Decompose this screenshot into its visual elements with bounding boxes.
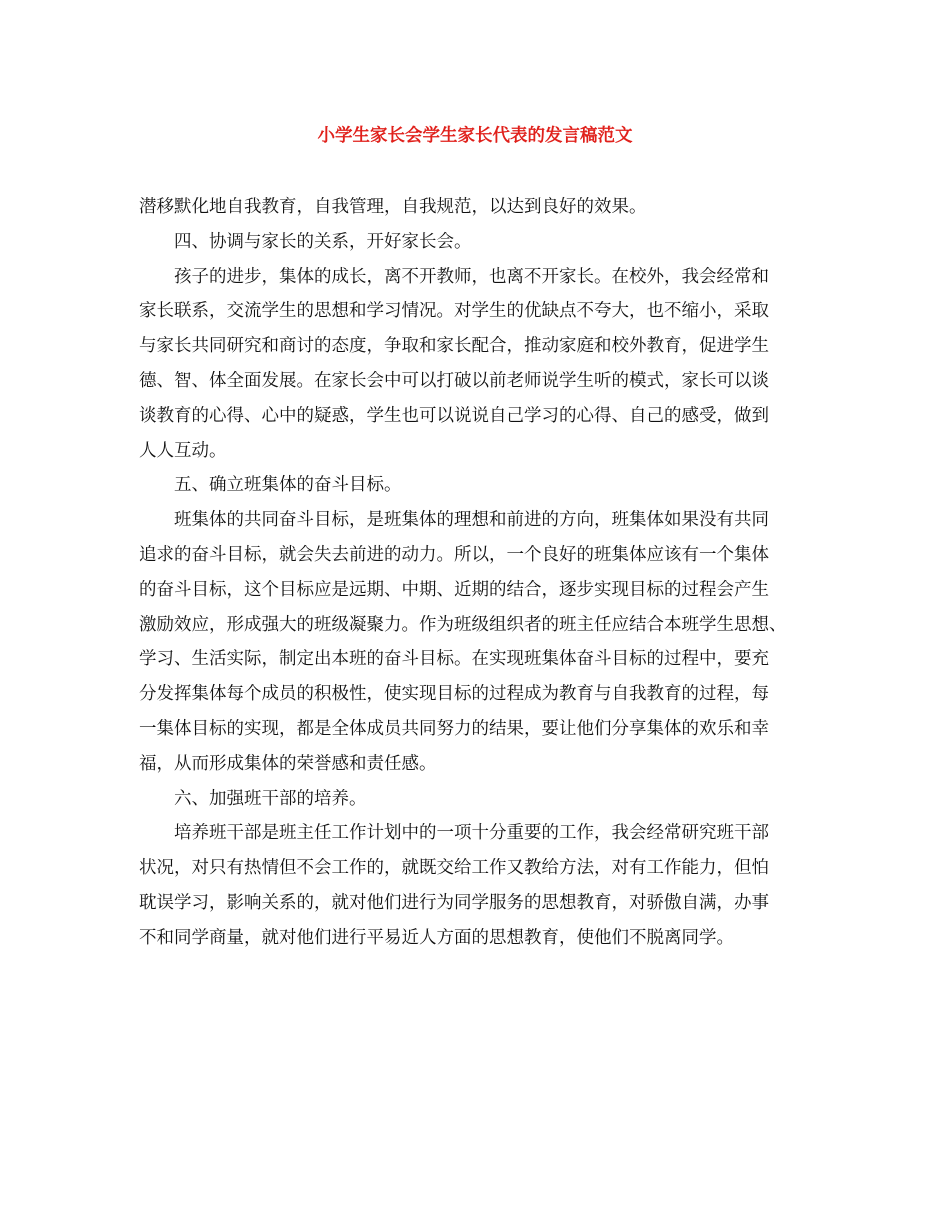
- section-heading: 六、加强班干部的培养。: [174, 788, 367, 809]
- body-line: 不和同学商量，就对他们进行平易近人方面的思想教育，使他们不脱离同学。: [139, 927, 734, 948]
- body-line: 潜移默化地自我教育，自我管理，自我规范，以达到良好的效果。: [139, 197, 647, 217]
- body-line: 状况，对只有热情但不会工作的，就既交给工作又教给方法，对有工作能力，但怕: [139, 858, 769, 879]
- body-line: 追求的奋斗目标，就会失去前进的动力。所以，一个良好的班集体应该有一个集体: [139, 544, 769, 565]
- body-line: 分发挥集体每个成员的积极性，使实现目标的过程成为教育与自我教育的过程，每: [139, 684, 769, 705]
- body-line: 激励效应，形成强大的班级凝聚力。作为班级组织者的班主任应结合本班学生思想、: [139, 614, 787, 635]
- body-line: 德、智、体全面发展。在家长会中可以打破以前老师说学生听的模式，家长可以谈: [139, 370, 769, 391]
- body-line: 的奋斗目标，这个目标应是远期、中期、近期的结合，逐步实现目标的过程会产生: [139, 579, 769, 600]
- body-line: 班集体的共同奋斗目标，是班集体的理想和前进的方向，班集体如果没有共同: [174, 510, 769, 531]
- section-heading: 五、确立班集体的奋斗目标。: [174, 475, 402, 496]
- section-heading: 四、协调与家长的关系，开好家长会。: [174, 231, 472, 252]
- body-line: 与家长共同研究和商讨的态度，争取和家长配合，推动家庭和校外教育，促进学生: [139, 336, 769, 357]
- body-line: 一集体目标的实现，都是全体成员共同努力的结果，要让他们分享集体的欢乐和幸: [139, 718, 769, 739]
- document-body: [139, 190, 815, 956]
- body-line: 孩子的进步，集体的成长，离不开教师，也离不开家长。在校外，我会经常和: [174, 266, 769, 287]
- body-line: 福，从而形成集体的荣誉感和责任感。: [139, 753, 437, 774]
- body-line: 人人互动。: [139, 440, 227, 461]
- document-title: 小学生家长会学生家长代表的发言稿范文: [317, 126, 633, 146]
- body-line: 谈教育的心得、心中的疑惑，学生也可以说说自己学习的心得、自己的感受，做到: [139, 405, 769, 426]
- body-line: 培养班干部是班主任工作计划中的一项十分重要的工作，我会经常研究班干部: [174, 823, 769, 844]
- body-line: 耽误学习，影响关系的，就对他们进行为同学服务的思想教育，对骄傲自满，办事: [139, 892, 769, 913]
- body-line: 学习、生活实际，制定出本班的奋斗目标。在实现班集体奋斗目标的过程中，要充: [139, 649, 769, 670]
- body-line: 家长联系，交流学生的思想和学习情况。对学生的优缺点不夸大，也不缩小，采取: [139, 301, 769, 322]
